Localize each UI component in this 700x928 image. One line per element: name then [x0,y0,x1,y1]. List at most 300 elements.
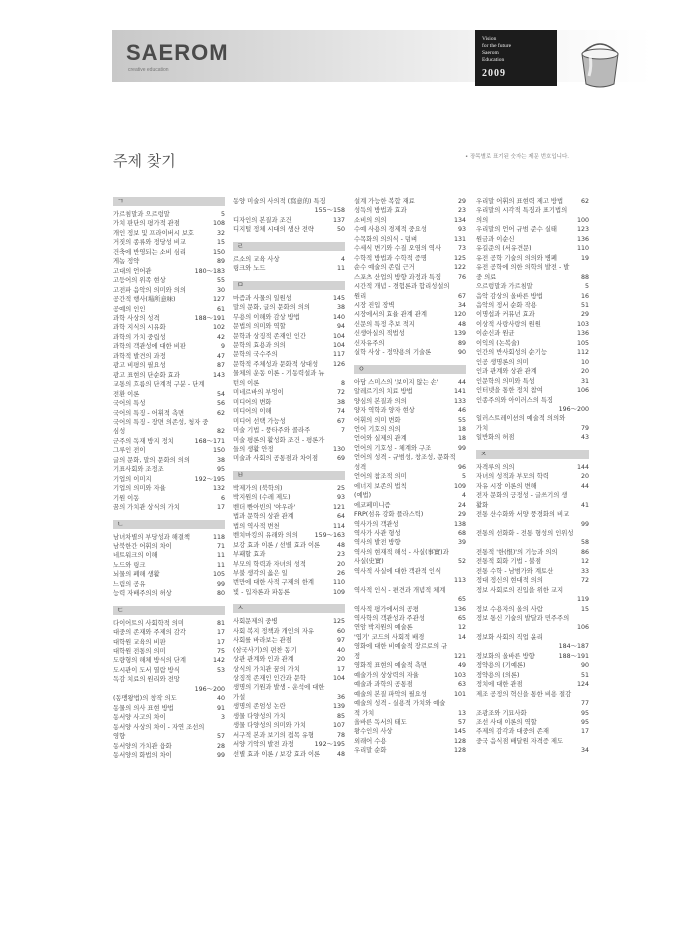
entry-number: 34 [580,747,589,755]
index-entry [476,292,589,301]
index-entry [354,282,466,291]
entry-number: 7 [340,427,345,435]
index-entry [113,305,225,314]
entry-topic: 대학원 교육의 비판 [113,638,166,646]
index-entry [233,636,345,645]
index-entry [113,323,225,332]
index-entry [113,399,225,408]
entry-topic: 전통적 '한(恨)'의 기능과 의의 [476,548,558,556]
index-entry [354,623,466,632]
index-entry [113,210,225,219]
entry-number: 85 [336,712,345,720]
index-column-1 [113,197,225,760]
entry-topic: 언어의 기호성 - 체계와 구조 [354,444,432,452]
entry-number: 118 [212,533,225,541]
entry-number: 125 [453,254,466,262]
index-entry [233,646,345,655]
badge-line: Saerom [482,50,499,56]
index-entry [113,589,225,598]
index-entry [113,238,225,247]
entry-number: 53 [216,666,225,674]
index-entry [354,301,466,310]
entry-topic: 그루인 전이 [113,447,146,455]
entry-number: 134 [453,216,466,224]
entry-topic: 아담 스미스의 '보이지 않는 손' [354,378,439,386]
entry-topic: 자유 시장 이론의 변해 [476,482,537,490]
index-entry [476,737,589,746]
entry-number: 136 [453,605,466,613]
entry-topic: 언어와 실제의 관계 [354,435,407,443]
entry-topic: 건축에 반영되는 소비 심리 [113,248,186,256]
index-entry [233,541,345,550]
index-entry [354,652,466,661]
index-entry [354,633,466,642]
entry-number: 180～183 [194,267,225,275]
entry-number: 141 [453,388,466,396]
index-entry [233,674,345,683]
entry-number: 192～195 [194,475,225,483]
entry-topic: 개인 정보 및 프라이버시 보호 [113,229,194,237]
entry-number: 97 [336,637,345,645]
index-entry [113,704,225,713]
index-entry [354,510,466,519]
entry-number: 23 [457,207,466,215]
entry-number: 99 [216,580,225,588]
index-entry [233,560,345,569]
entry-topic: 인공 생명론의 의미 [476,358,529,366]
entry-topic: 정약용의 (의론) [476,671,520,679]
entry-topic: 전통의 선화화 - 전통 형성의 인위성 [476,529,574,537]
entry-number: 62 [216,409,225,417]
index-entry [476,263,589,272]
entry-topic: 선별 효과 이론 / 보강 효과 이론 [233,750,321,758]
index-entry [354,387,466,396]
entry-number: 61 [216,305,225,313]
section-header [476,450,589,459]
index-entry [113,656,225,665]
index-entry [113,248,225,257]
entry-topic: 르소의 교육 사상 [233,255,280,263]
entry-topic: 느림의 공유 [113,580,146,588]
index-entry [354,235,466,244]
entry-topic: 군주의 독재 방지 정치 [113,437,174,445]
entry-topic: 기업의 의미와 자율 [113,485,166,493]
entry-number: 38 [336,398,345,406]
entry-topic: 국어의 특징 - 어휘적 측면 [113,409,185,417]
entry-topic: 신자유주의 [354,339,385,347]
index-entry [233,313,345,322]
entry-number: 87 [216,362,225,370]
entry-topic: 올바른 독서의 태도 [354,719,407,727]
index-entry [354,642,466,651]
entry-number: 196～200 [194,685,225,693]
entry-number: 144 [576,463,589,471]
index-entry [476,339,589,348]
entry-number: 188～191 [194,314,225,322]
index-entry [476,718,589,727]
index-entry [476,661,589,670]
entry-number: 43 [580,434,589,442]
entry-number: 120 [453,311,466,319]
entry-topic: 정치에 대한 관점 [476,681,523,689]
entry-topic: 인간의 반사회성의 순기능 [476,349,547,357]
entry-topic: 일러스트레이션의 예술적 의의와 [476,415,566,423]
entry-topic: 상징적 존재인 인간과 문학 [233,675,306,683]
entry-number: 137 [332,216,345,224]
entry-topic: 링크와 노드 [233,265,266,273]
index-entry [476,520,589,529]
entry-topic: 설계 가능한 복합 재료 [354,198,415,205]
index-entry [354,690,466,699]
entry-topic: 디지털 정체 시대의 생산 전략 [233,226,314,234]
entry-number: 80 [216,590,225,598]
entry-topic: 조광조와 기묘사화 [476,709,527,717]
index-entry [476,206,589,215]
index-entry [354,329,466,338]
entry-topic: 수학적 방법과 수학적 증명 [354,254,427,262]
section-header [233,471,345,480]
index-entry [476,633,589,642]
entry-number: 48 [336,750,345,758]
entry-number: 29 [457,511,466,519]
badge-line: Education [482,57,505,63]
entry-topic: 보강 효과 이론 / 선별 효과 이론 [233,541,321,549]
entry-number: 150 [212,248,225,256]
entry-topic: 과학의 객관성에 대한 비판 [113,343,186,351]
entry-number: 119 [576,596,589,604]
index-entry [476,491,589,500]
index-entry [113,647,225,656]
entry-number: 123 [576,226,589,234]
entry-number: 91 [216,704,225,712]
index-entry [476,671,589,680]
entry-number: 124 [576,681,589,689]
entry-topic: (예법) [354,492,372,500]
entry-topic: 거짓의 종류와 정당성 비교 [113,239,186,247]
section-letter: ㅈ [480,449,487,458]
index-entry [476,320,589,329]
entry-number: 23 [336,551,345,559]
index-entry [233,493,345,502]
index-entry [233,454,345,463]
entry-topic: 과학 지식의 시유화 [113,324,166,332]
entry-number: 31 [580,377,589,385]
index-entry [113,465,225,474]
entry-number: 196～200 [558,405,589,413]
index-entry [113,257,225,266]
index-entry [233,206,345,215]
index-entry [113,685,225,694]
entry-number: 17 [216,504,225,512]
index-entry [354,491,466,500]
entry-topic: 공예의 인인 [113,305,146,313]
entry-topic: 사회를 바라보는 관점 [233,637,292,645]
index-entry [354,680,466,689]
index-entry [354,557,466,566]
entry-topic: 양자 역학과 양자 현상 [354,407,415,415]
entry-topic: '엽기' 코드의 사회적 배경 [354,633,425,641]
entry-number: 74 [336,408,345,416]
entry-number: 57 [216,733,225,741]
entry-number: 77 [580,700,589,708]
index-entry [354,472,466,481]
entry-topic: 사회문제의 중병 [233,618,278,626]
entry-topic: 전환 이론 [113,390,140,398]
entry-topic: 꿈의 가치관 상식의 가치 [113,504,180,512]
index-entry [233,332,345,341]
index-entry [113,427,225,436]
index-entry [476,225,589,234]
index-entry [476,586,589,595]
entry-number: 192～195 [314,741,345,749]
entry-number: 88 [580,273,589,281]
entry-topic: 광고 비평의 필요성 [113,362,166,370]
index-entry [354,339,466,348]
entry-topic: 공간적 행사(場所意味) [113,296,176,304]
index-entry [233,693,345,702]
entry-number: 18 [457,425,466,433]
page-header [112,30,652,90]
entry-number: 30 [216,286,225,294]
entry-number: 90 [457,349,466,357]
index-entry [476,377,589,386]
index-entry [113,371,225,380]
entry-topic: 번만에 대한 사적 구제의 한계 [233,579,314,587]
entry-topic: 뇌물의 폐해 생활 [113,571,160,579]
index-entry [113,628,225,637]
entry-topic: 우리말 어휘의 표현력 제고 방법 [476,198,564,205]
entry-number: 71 [216,542,225,550]
section-letter: ㄹ [237,241,244,250]
index-entry [476,273,589,282]
index-entry [476,595,589,604]
entry-number: 63 [457,681,466,689]
entry-topic: 생명의 존엄성 논란 [233,703,286,711]
index-entry [233,445,345,454]
entry-number: 52 [457,558,466,566]
entry-number: 126 [332,360,345,368]
entry-number: 106 [576,387,589,395]
entry-topic: 실학 사상 - 정약용의 기술론 [354,349,432,357]
entry-topic: 양심의 본질과 의의 [354,397,407,405]
entry-number: 20 [336,560,345,568]
entry-number: 44 [457,378,466,386]
entry-number: 28 [216,742,225,750]
entry-number: 125 [332,618,345,626]
entry-topic: 의의 [476,216,489,224]
entry-topic: 연암 박지원의 예술론 [354,624,413,632]
entry-topic: 도시관이 도서 열람 방식 [113,666,180,674]
index-entry [476,348,589,357]
entry-number: 4 [340,255,345,263]
entry-topic: 성격 [354,463,367,471]
entry-topic: 기원 이동 [113,494,140,502]
index-column-2 [233,197,345,759]
vision-badge [475,30,557,86]
entry-number: 133 [453,397,466,405]
entry-number: 3 [220,714,225,722]
entry-topic: 신문의 특정 추보 적지 [354,320,415,328]
entry-topic: 부불 생각의 옳은 일 [233,569,288,577]
index-entry [476,197,589,206]
index-entry [113,570,225,579]
index-entry [354,254,466,263]
index-entry [233,407,345,416]
index-entry [476,463,589,472]
entry-topic: 고대의 언어관 [113,267,152,275]
entry-topic: 중국 음식점 배달원 자격증 제도 [476,737,564,745]
entry-topic: 미디어의 이해 [233,408,272,416]
entry-topic: 서양 기악의 발전 과정 [233,741,294,749]
entry-topic: 역사가의 객관성 [354,520,399,528]
entry-topic: 우리말의 시각적 특징과 표기법의 [476,207,568,215]
index-entry [113,494,225,503]
entry-topic: 시장 진입 장벽 [354,301,395,309]
index-entry [233,522,345,531]
entry-number: 36 [336,693,345,701]
index-entry [354,567,466,576]
section-letter: ㄷ [117,605,124,614]
section-letter: ㅂ [237,470,244,479]
index-entry [113,352,225,361]
entry-topic: 왕수인의 사상 [354,728,393,736]
entry-topic: 미디어 선택 가능성 [233,417,286,425]
entry-topic: 수예 사용의 경제적 중요성 [354,226,427,234]
entry-topic: 가르침말과 으르렁말 [113,211,170,218]
entry-topic: 적 가치 [354,709,375,717]
entry-number: 140 [332,313,345,321]
entry-topic: 원금과 이순신 [476,235,515,243]
entry-number: 65 [457,615,466,623]
index-entry [476,548,589,557]
entry-topic: 국어의 특징 - 장면 의존성, 청자 중 [113,418,209,426]
entry-number: 68 [457,529,466,537]
entry-topic: 언어 기호의 의의 [354,425,401,433]
entry-topic: 상관 관계와 인과 관계 [233,656,294,664]
index-column-3 [354,197,466,756]
entry-topic: 정보 수용자의 올의 사람 [476,605,543,613]
entry-number: 150 [212,447,225,455]
entry-topic: 자격루의 의의 [476,463,515,471]
entry-topic: 이상적 사랑사랑의 원원 [476,320,541,328]
entry-topic: 중 의료 [476,273,497,281]
index-entry [354,699,466,708]
entry-topic: 박제가의 (북학의) [233,484,283,492]
entry-number: 101 [453,690,466,698]
index-entry [476,746,589,755]
index-entry [476,510,589,519]
entry-number: 51 [580,671,589,679]
entry-number: 29 [580,311,589,319]
section-letter: ㄴ [117,519,124,528]
index-entry [233,569,345,578]
index-entry [476,433,589,442]
index-entry [354,206,466,215]
entry-topic: 이익의 (논복술) [476,339,520,347]
index-entry [476,529,589,538]
entry-number: 117 [332,351,345,359]
index-entry [354,244,466,253]
index-entry [354,197,466,206]
section-header [233,281,345,290]
index-entry [113,666,225,675]
index-entry [354,671,466,680]
entry-topic: 사회 복지 정책과 개인의 자유 [233,627,314,635]
entry-topic: 동물의 의사 표현 방법 [113,704,174,712]
index-entry [233,398,345,407]
entry-topic: 문법의 의미와 역할 [233,323,286,331]
entry-topic: 법의 역사적 변천 [233,522,280,530]
index-entry [113,342,225,351]
entry-number: 41 [580,501,589,509]
entry-number: 95 [216,466,225,474]
entry-topic: 서구적 본과 보기의 접목 유형 [233,731,314,739]
entry-number: 159～163 [314,532,345,540]
entry-number: 108 [212,220,225,228]
entry-number: 127 [212,296,225,304]
entry-number: 20 [336,656,345,664]
entry-number: 69 [336,455,345,463]
index-entry [354,463,466,472]
index-entry [233,197,345,206]
index-entry [233,550,345,559]
index-entry [354,310,466,319]
entry-topic: 동서양의 화법의 차이 [113,752,172,760]
entry-topic: 생명의 기원과 발생 - 운석에 대한 [233,684,325,692]
index-entry [233,341,345,350]
entry-number: 17 [580,728,589,736]
index-entry [476,386,589,395]
index-entry [113,723,225,732]
index-entry [476,501,589,510]
entry-number: 99 [457,444,466,452]
index-entry [476,282,589,291]
index-entry [233,712,345,721]
index-entry [476,576,589,585]
entry-number: 112 [576,349,589,357]
entry-topic: 미술 평론의 활성화 조건 - 평론가 [233,436,325,444]
index-entry [354,434,466,443]
entry-number: 56 [216,400,225,408]
section-header [233,604,345,613]
entry-number: 95 [580,719,589,727]
index-entry [113,276,225,285]
entry-topic: 광고 표현의 단순화 효과 [113,371,180,379]
entry-number: 96 [457,463,466,471]
entry-number: 99 [580,520,589,528]
index-entry [233,350,345,359]
index-entry [113,561,225,570]
entry-topic: 에너지 보존의 법칙 [354,482,407,490]
entry-number: 105 [576,339,589,347]
entry-topic: 정보 사회로의 진입을 위한 교지 [476,586,564,594]
index-entry [113,437,225,446]
entry-topic: 문학의 국수주의 [233,351,278,359]
entry-number: 12 [457,624,466,632]
index-column-4 [476,197,589,756]
entry-number: 81 [216,619,225,627]
entry-number: 130 [332,445,345,453]
entry-topic: 역사적 평가에서의 공평 [354,605,419,613]
entry-number: 142 [212,657,225,665]
entry-topic: 가치 판단의 평가적 관점 [113,220,180,228]
entry-topic: 성득의 방법과 효과 [354,207,407,215]
entry-topic: 우리말 순화 [354,747,387,755]
entry-number: 10 [580,358,589,366]
index-entry [476,680,589,689]
entry-topic: 미술 기법 - 풍타주와 콜라주 [233,427,311,435]
entry-number: 29 [457,198,466,205]
